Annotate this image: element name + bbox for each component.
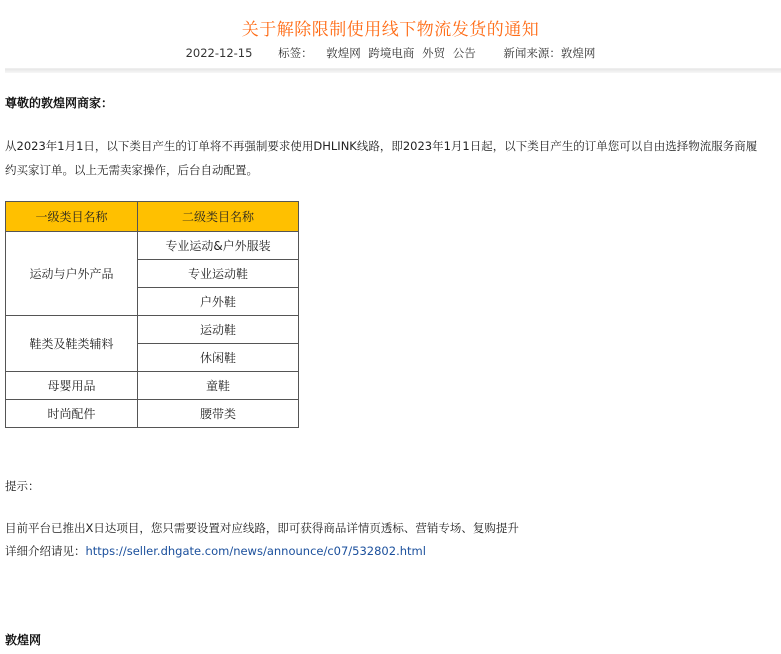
article-title: 关于解除限制使用线下物流发货的通知: [241, 20, 540, 40]
secondary-category-cell: 专业运动鞋: [138, 260, 299, 288]
tip-label: 提示：: [5, 479, 40, 493]
signature: 敦煌网: [5, 633, 42, 647]
detail-link[interactable]: https://seller.dhgate.com/news/announce/c07/532802.html: [85, 544, 426, 558]
table-row: [6, 372, 299, 400]
article-meta: [0, 45, 781, 61]
tag-link[interactable]: 外贸: [422, 46, 446, 60]
secondary-category-cell: 运动鞋: [138, 316, 299, 344]
secondary-category-cell: 专业运动&户外服装: [138, 232, 299, 260]
paragraph-line: 从2023年1月1日，以下类目产生的订单将不再强制要求使用DHLINK线路，即2023年1月1日起，以下类目产生的订单您可以自由选择物流服务商履: [5, 139, 758, 153]
notice-paragraph: [5, 134, 775, 182]
column-header: 一级类目名称: [6, 202, 138, 232]
secondary-category-cell: 腰带类: [138, 400, 299, 428]
detail-line: [5, 543, 426, 559]
tag-link[interactable]: 敦煌网: [326, 46, 361, 60]
primary-category-cell: 母婴用品: [6, 372, 138, 400]
tags-label: 标签：: [278, 46, 313, 60]
greeting: 尊敬的敦煌网商家：: [5, 96, 114, 110]
secondary-category-cell: 休闲鞋: [138, 344, 299, 372]
paragraph-line: 约买家订单。以上无需卖家操作，后台自动配置。: [5, 163, 258, 177]
tag-link[interactable]: 跨境电商: [368, 46, 415, 60]
table-row: [6, 316, 299, 344]
header-divider: [5, 68, 781, 73]
table-row: [6, 400, 299, 428]
primary-category-cell: 鞋类及鞋类辅料: [6, 316, 138, 372]
tag-link[interactable]: 公告: [452, 46, 476, 60]
detail-prefix: 详细介绍请见：: [5, 544, 86, 558]
news-source: 新闻来源：敦煌网: [503, 46, 596, 60]
category-table: [5, 201, 299, 428]
publish-date: 2022-12-15: [185, 46, 253, 60]
secondary-category-cell: 童鞋: [138, 372, 299, 400]
primary-category-cell: 运动与户外产品: [6, 232, 138, 316]
secondary-category-cell: 户外鞋: [138, 288, 299, 316]
table-row: [6, 232, 299, 260]
primary-category-cell: 时尚配件: [6, 400, 138, 428]
table-header-row: [6, 202, 299, 232]
column-header: 二级类目名称: [138, 202, 299, 232]
x-day-notice: 目前平台已推出X日达项目，您只需要设置对应线路，即可获得商品详情页透标、营销专场、复购提升: [5, 521, 519, 535]
